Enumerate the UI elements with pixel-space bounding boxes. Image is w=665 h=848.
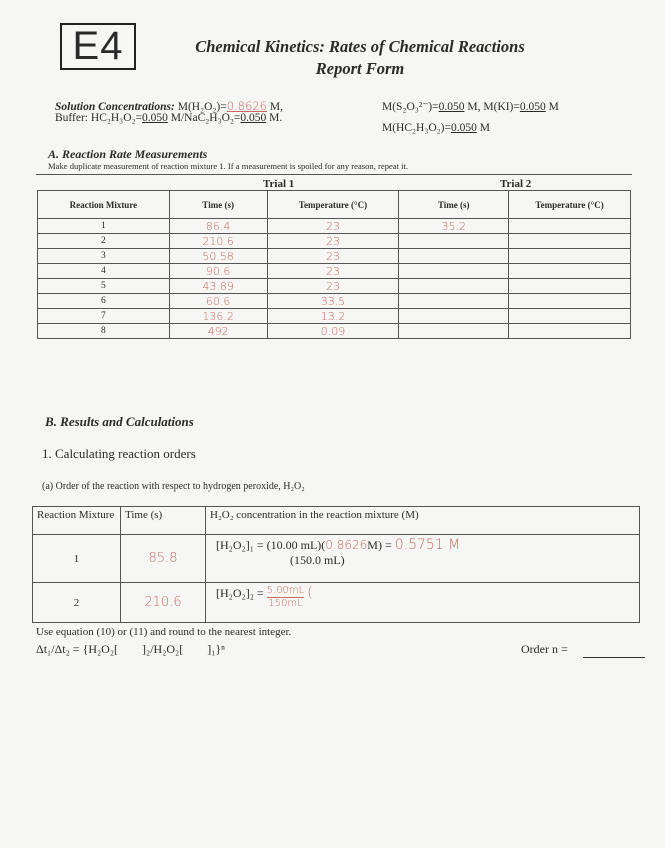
buffer-unit: M. — [269, 112, 283, 124]
calc-row-2 — [33, 583, 640, 623]
time2-cell[interactable] — [399, 324, 509, 339]
mh2o2-unit: M, — [269, 101, 283, 113]
temp-cell[interactable]: 23 — [267, 234, 399, 249]
mixture-num: 1 — [38, 219, 170, 234]
section-b-heading: B. Results and Calculations — [45, 414, 194, 429]
row2-hw-paren: ( — [307, 585, 313, 601]
temp2-cell[interactable] — [509, 294, 631, 309]
time-cell[interactable]: 60.6 — [169, 294, 267, 309]
mixture-num: 4 — [38, 264, 170, 279]
row1-denom: (150.0 mL) — [290, 553, 345, 567]
order-calc-table — [32, 506, 640, 623]
buffer-label: Buffer: — [55, 112, 89, 124]
mhc-value: 0.050 — [450, 122, 477, 134]
row1-eq-prefix: [H₂O₂]₁ = (10.00 mL)( — [216, 538, 326, 552]
temp2-cell[interactable] — [509, 249, 631, 264]
mh2o2-label: M(H₂O₂)= — [177, 101, 227, 113]
temp-cell[interactable]: 23 — [267, 249, 399, 264]
order-answer-line[interactable] — [583, 657, 645, 658]
temp-cell[interactable]: 23 — [267, 264, 399, 279]
buffer-text-1: HC₂H₃O₂= — [90, 112, 142, 124]
table-row — [38, 234, 631, 249]
section-a-instruction: Make duplicate measurement of reaction mixture 1. If a measurement is spoiled for any reason, repeat it. — [48, 161, 409, 171]
temp2-cell[interactable] — [509, 309, 631, 324]
order-label: Order n = — [521, 642, 568, 656]
calc-row-1-conc — [206, 535, 640, 583]
time-cell[interactable]: 136.2 — [169, 309, 267, 324]
time2-cell[interactable]: 35.2 — [399, 219, 509, 234]
ms2o3-value: 0.050 — [438, 101, 465, 113]
time-cell[interactable]: 43.89 — [169, 279, 267, 294]
temp-cell[interactable]: 13.2 — [267, 309, 399, 324]
section-b-sub1: 1. Calculating reaction orders — [42, 446, 196, 461]
temp-cell[interactable]: 23 — [267, 219, 399, 234]
time-cell[interactable]: 50.58 — [169, 249, 267, 264]
buffer-value-1: 0.050 — [142, 112, 168, 124]
time2-cell[interactable] — [399, 279, 509, 294]
calc-note: Use equation (10) or (11) and round to the nearest integer. — [36, 626, 292, 638]
table-row — [38, 294, 631, 309]
mhc-label: M(HC₂H₃O₂)= — [382, 122, 451, 134]
calc-col-conc: H₂O₂ concentration in the reaction mixture (M) — [206, 507, 640, 535]
mixture-num: 3 — [38, 249, 170, 264]
table-row — [38, 219, 631, 234]
time2-cell[interactable] — [399, 234, 509, 249]
time-cell[interactable]: 210.6 — [169, 234, 267, 249]
trial-2-label: Trial 2 — [500, 178, 532, 190]
buffer-row — [55, 112, 282, 124]
row2-hw-den: 150mL — [268, 598, 303, 609]
row1-result[interactable]: 0.5751 M — [394, 537, 461, 553]
row2-hw-num: 5.00mL — [266, 585, 305, 596]
col-time2-header: Time (s) — [399, 191, 509, 219]
row2-hw-fraction[interactable] — [267, 585, 305, 610]
buffer-text-2: M/NaC₂H₃O₂= — [170, 112, 241, 124]
temp2-cell[interactable] — [509, 324, 631, 339]
table-row — [38, 279, 631, 294]
mhc-row — [382, 122, 490, 134]
ms2o3-label: M(S₂O₃²⁻)= — [382, 101, 439, 113]
calc-formula: Δt₁/Δt₂ = {H₂O₂[ ]₂/H₂O₂[ ]₁}ⁿ — [36, 642, 225, 656]
mh2o2-value: 0.8626 — [226, 99, 267, 113]
rate-measurements-table — [37, 190, 631, 339]
temp2-cell[interactable] — [509, 264, 631, 279]
col-time-header: Time (s) — [169, 191, 267, 219]
col-temp-header: Temperature (°C) — [267, 191, 399, 219]
time2-cell[interactable] — [399, 249, 509, 264]
calc-row-2-time[interactable]: 210.6 — [121, 583, 206, 623]
temp2-cell[interactable] — [509, 234, 631, 249]
table-row — [38, 324, 631, 339]
temp-cell[interactable]: 33.5 — [267, 294, 399, 309]
calc-header-row — [33, 507, 640, 535]
table-row — [38, 264, 631, 279]
section-b-sub1a: (a) Order of the reaction with respect to hydrogen peroxide, H₂O₂ — [42, 481, 305, 492]
time-cell[interactable]: 86.4 — [169, 219, 267, 234]
col-temp2-header: Temperature (°C) — [509, 191, 631, 219]
temp-cell[interactable]: 23 — [267, 279, 399, 294]
time2-cell[interactable] — [399, 264, 509, 279]
mki-label: M(KI)= — [483, 101, 520, 113]
report-title — [150, 36, 570, 80]
trial-1-label: Trial 1 — [263, 178, 295, 190]
calc-row-1-time[interactable]: 85.8 — [121, 535, 206, 583]
temp2-cell[interactable] — [509, 219, 631, 234]
calc-row-1 — [33, 535, 640, 583]
col-mixture-header: Reaction Mixture — [38, 191, 170, 219]
mixture-num: 2 — [38, 234, 170, 249]
time-cell[interactable]: 90.6 — [169, 264, 267, 279]
ms2o3-unit: M, — [467, 101, 481, 113]
mixture-num: 6 — [38, 294, 170, 309]
solution-label: Solution Concentrations: — [55, 101, 175, 113]
buffer-value-2: 0.050 — [240, 112, 267, 124]
table-row — [38, 309, 631, 324]
row2-eq-prefix: [H₂O₂]₂ = — [216, 586, 264, 600]
row1-eq-hw: 0.8626 — [325, 538, 368, 552]
mixture-num: 8 — [38, 324, 170, 339]
table-header-row — [38, 191, 631, 219]
mki-unit: M — [548, 101, 559, 113]
section-a-rule — [36, 174, 632, 175]
mixture-num: 7 — [38, 309, 170, 324]
title-line-1: Chemical Kinetics: Rates of Chemical Reactions — [195, 37, 525, 56]
time2-cell[interactable] — [399, 294, 509, 309]
temp-cell[interactable]: 0.09 — [267, 324, 399, 339]
mki-value: 0.050 — [519, 101, 546, 113]
table-row — [38, 249, 631, 264]
calc-col-time: Time (s) — [121, 507, 206, 535]
calc-row-2-num: 2 — [33, 583, 121, 623]
time2-cell[interactable] — [399, 309, 509, 324]
row1-eq-mid: M) = — [367, 538, 392, 552]
temp2-cell[interactable] — [509, 279, 631, 294]
mixture-num: 5 — [38, 279, 170, 294]
time-cell[interactable]: 492 — [169, 324, 267, 339]
solution-concentrations-row — [55, 99, 283, 113]
title-line-2: Report Form — [315, 59, 405, 78]
calc-row-2-conc — [206, 583, 640, 623]
experiment-badge: E4 — [60, 23, 136, 70]
section-a-heading: A. Reaction Rate Measurements — [48, 147, 208, 161]
ms2o3-row — [382, 99, 559, 113]
calc-row-1-num: 1 — [33, 535, 121, 583]
calc-col-mixture: Reaction Mixture — [33, 507, 121, 535]
mhc-unit: M — [479, 122, 490, 134]
